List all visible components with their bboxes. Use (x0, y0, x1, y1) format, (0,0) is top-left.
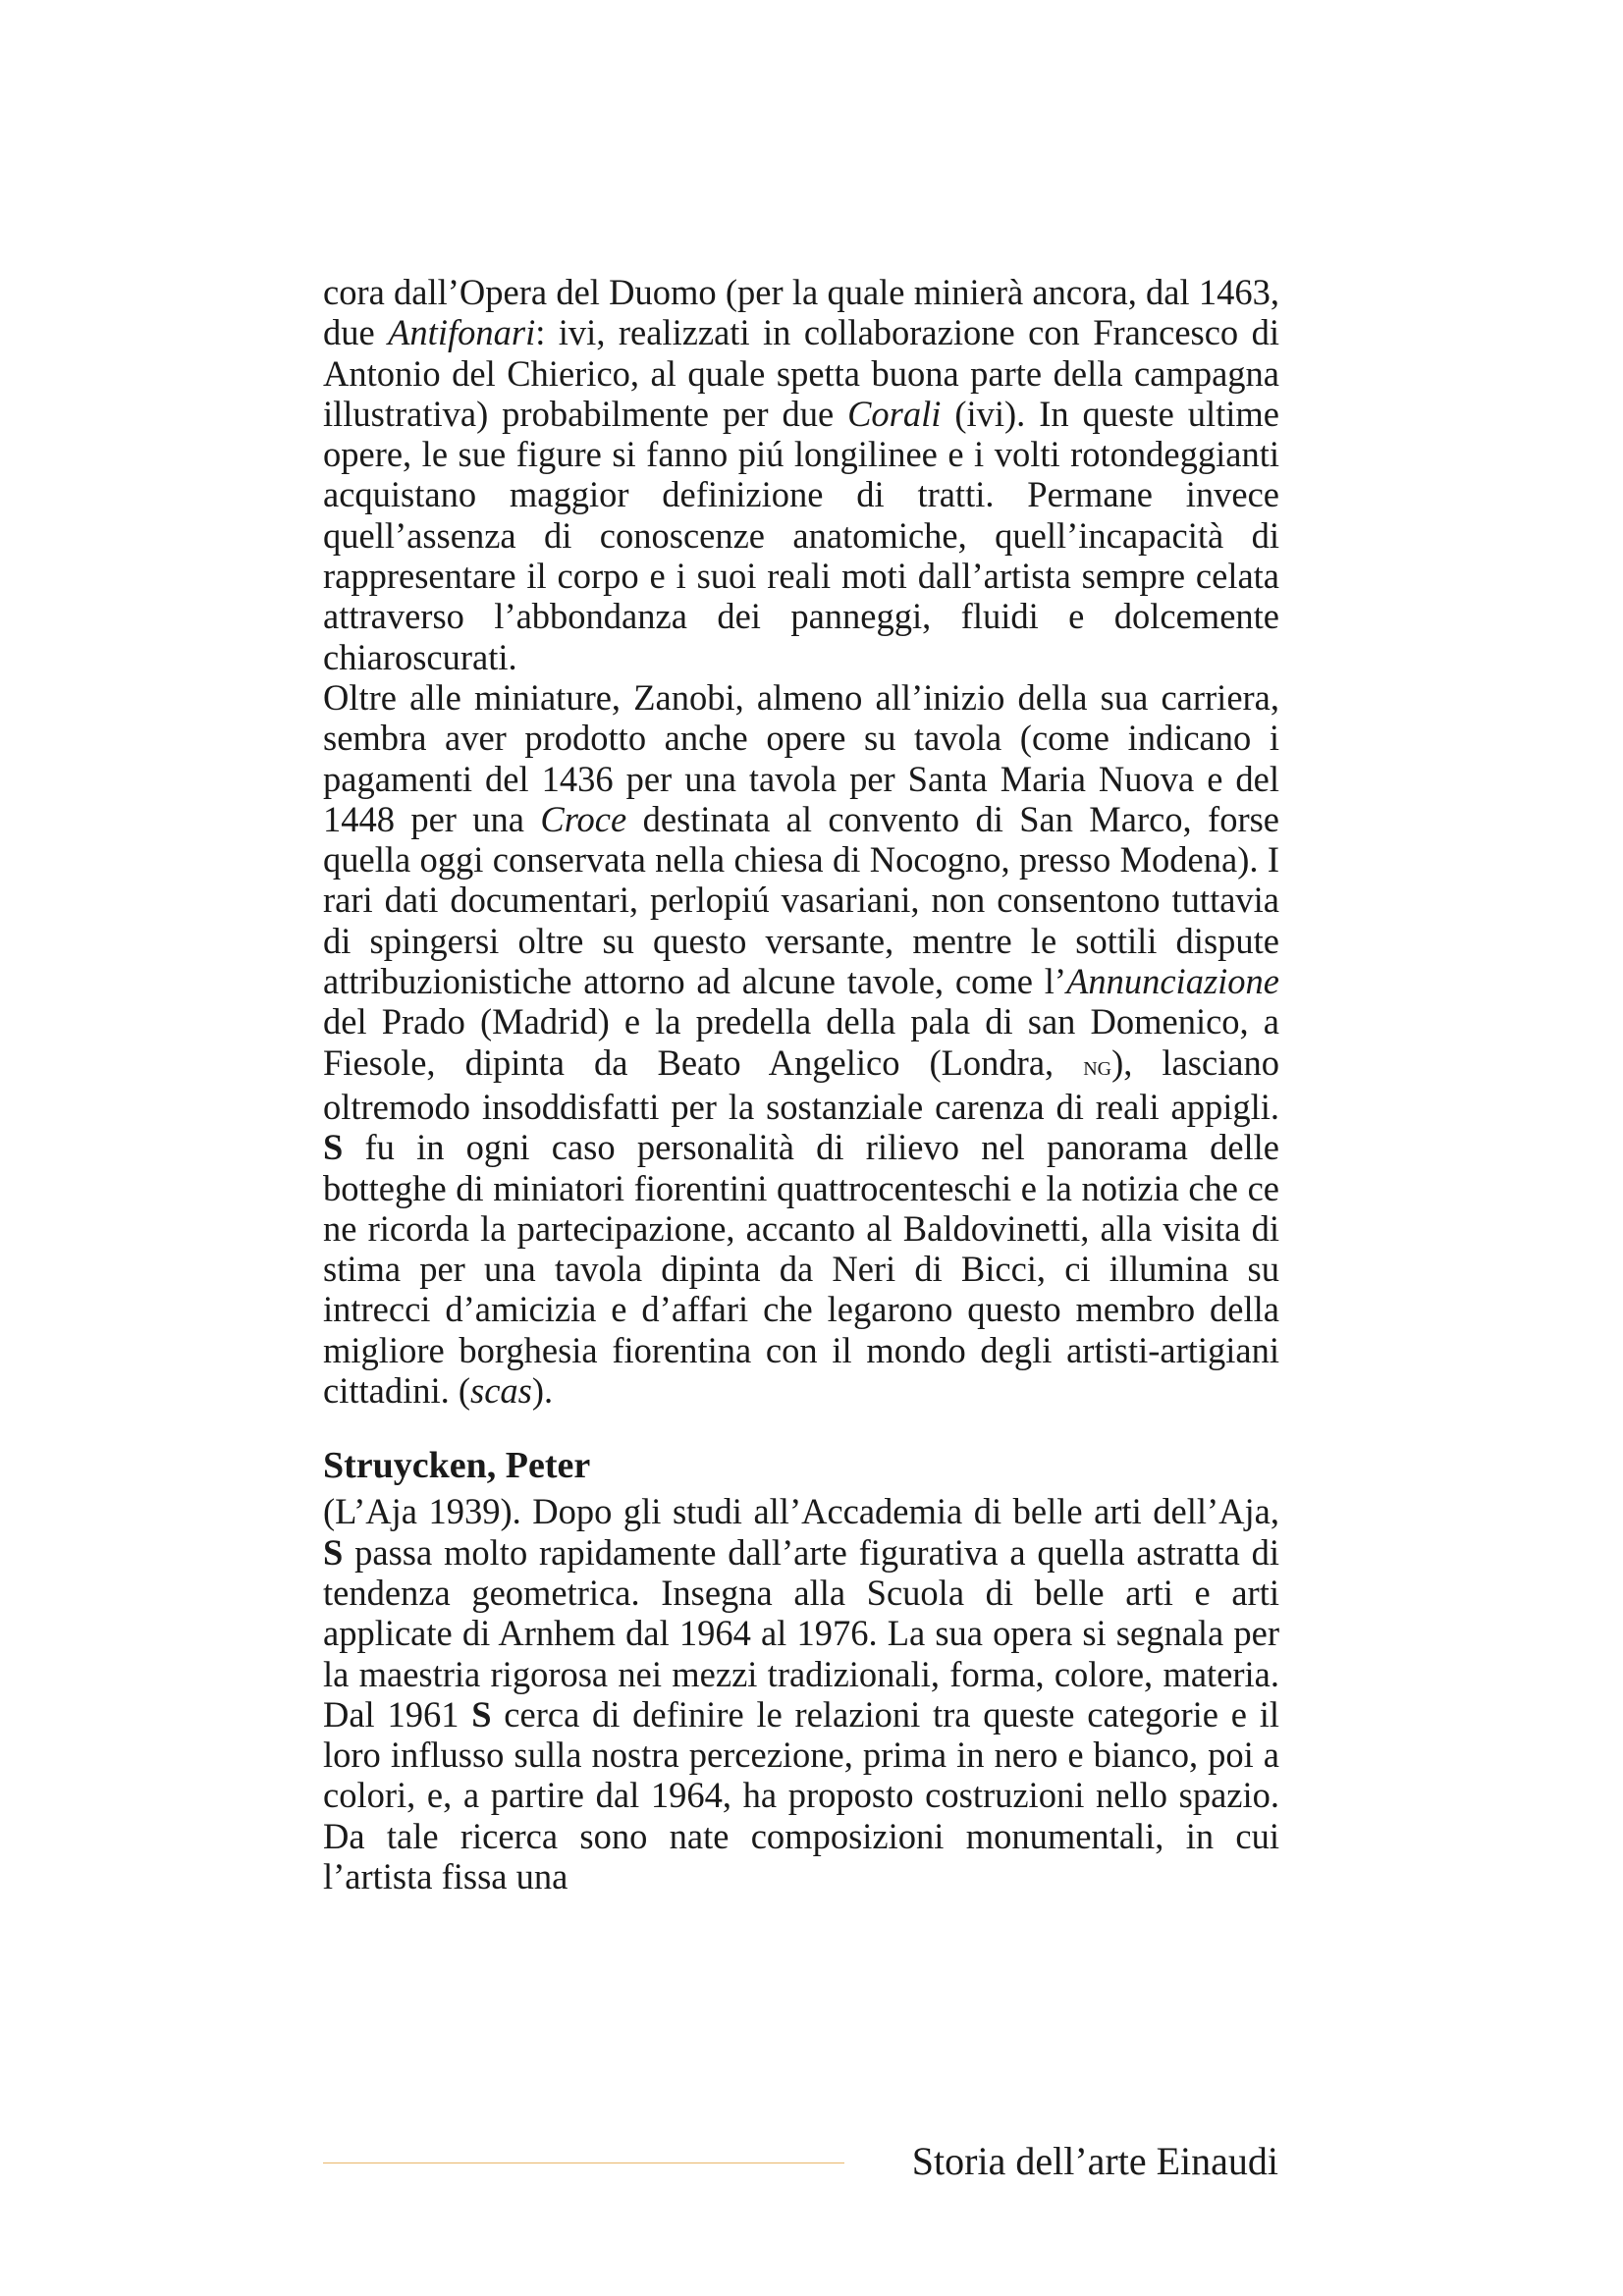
footer-label: Storia dell’arte Einaudi (911, 2139, 1278, 2183)
paragraph-zanobi-2: Oltre alle miniature, Zanobi, almeno all’inizio della sua carriera, sembra aver prodotto anche opere su tavola (come indicano i pagamenti del 1436 per una tavola per Santa Maria Nuova e del 1448 per una Croce destinata al convento di San Marco, forse quella oggi conservata nella chiesa di Nocogno, presso Modena). I rari dati documentari, perlopiú vasariani, non consentono tuttavia di spingersi oltre su questo versante, mentre le sottili dispute attribuzionistiche attorno ad alcune tavole, come l’Annunciazione del Prado (Madrid) e la predella della pala di san Domenico, a Fiesole, dipinta da Beato Angelico (Londra, ng), lasciano oltremodo insoddisfatti per la sostanziale carenza di reali appigli. S fu in ogni caso personalità di rilievo nel panorama delle botteghe di miniatori fiorentini quattrocenteschi e la notizia che ce ne ricorda la partecipazione, accanto al Baldovinetti, alla visita di stima per una tavola dipinta da Neri di Bicci, ci illumina su intrecci d’amicizia e d’affari che legarono questo membro della migliore borghesia fiorentina con il mondo degli artisti-artigiani cittadini. (scas). (323, 676, 1279, 1412)
paragraph-zanobi-1: cora dall’Opera del Duomo (per la quale minierà ancora, dal 1463, due Antifonari: ivi, realizzati in collaborazione con Francesco di Antonio del Chierico, al quale spetta buona parte della campagna illustrativa) probabilmente per due Corali (ivi). In queste ultime opere, le sue figure si fanno piú longilinee e i volti rotondeggianti acquistano maggior definizione di tratti. Permane invece quell’assenza di conoscenze anatomiche, quell’incapacità di rappresentare il corpo e i suoi reali moti dall’artista sempre celata attraverso l’abbondanza dei panneggi, fluidi e dolcemente chiaroscurati. (323, 272, 1280, 677)
article-body (323, 272, 1279, 1896)
entry-heading: Struycken, Peter (323, 1445, 591, 1487)
paragraph-struycken-1: (L’Aja 1939). Dopo gli studi all’Accademia di belle arti dell’Aja, S passa molto rapidamente dall’arte figurativa a quella astratta di tendenza geometrica. Insegna alla Scuola di belle arti e arti applicate di Arnhem dal 1964 al 1976. La sua opera si segnala per la maestria rigorosa nei mezzi tradizionali, forma, colore, materia. Dal 1961 S cerca di definire le relazioni tra queste categorie e il loro influsso sulla nostra percezione, prima in nero e bianco, poi a colori, e, a partire dal 1964, ha proposto costruzioni nello spazio. Da tale ricerca sono nate composizioni monumentali, in cui l’artista fissa una (323, 1491, 1279, 1896)
